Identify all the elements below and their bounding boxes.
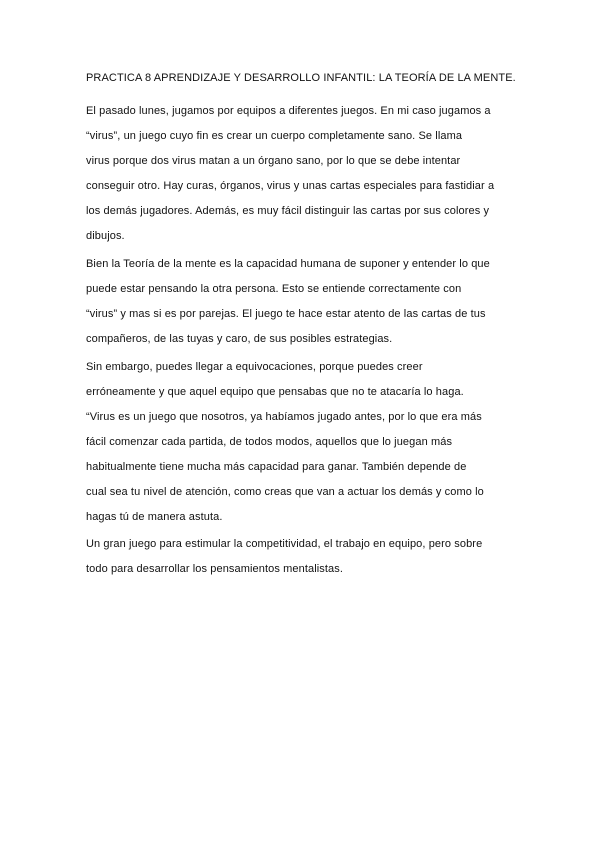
paragraph-line: cual sea tu nivel de atención, como creas que van a actuar los demás y como lo	[86, 486, 484, 498]
paragraph-line: hagas tú de manera astuta.	[86, 511, 223, 523]
paragraph-line: erróneamente y que aquel equipo que pensabas que no te atacaría lo haga.	[86, 386, 464, 398]
paragraph-line: Un gran juego para estimular la competitividad, el trabajo en equipo, pero sobre	[86, 538, 483, 550]
paragraph-conclusion	[86, 537, 526, 587]
paragraph-line: virus porque dos virus matan a un órgano sano, por lo que se debe intentar	[86, 155, 461, 167]
paragraph-line: compañeros, de las tuyas y caro, de sus posibles estrategias.	[86, 333, 393, 345]
paragraph-line: El pasado lunes, jugamos por equipos a diferentes juegos. En mi caso jugamos a	[86, 105, 491, 117]
paragraph-line: dibujos.	[86, 230, 125, 242]
paragraph-line: los demás jugadores. Además, es muy fácil distinguir las cartas por sus colores y	[86, 205, 490, 217]
paragraph-mistakes	[86, 360, 526, 535]
paragraph-line: puede estar pensando la otra persona. Esto se entiende correctamente con	[86, 283, 462, 295]
paragraph-line: habitualmente tiene mucha más capacidad para ganar. También depende de	[86, 461, 467, 473]
paragraph-theory-of-mind	[86, 257, 526, 357]
paragraph-line: fácil comenzar cada partida, de todos modos, aquellos que lo juegan más	[86, 436, 453, 448]
paragraph-line: “virus”, un juego cuyo fin es crear un cuerpo completamente sano. Se llama	[86, 130, 463, 142]
document-title: PRACTICA 8 APRENDIZAJE Y DESARROLLO INFANTIL: LA TEORÍA DE LA MENTE.	[86, 72, 516, 84]
paragraph-line: “virus” y mas si es por parejas. El juego te hace estar atento de las cartas de tus	[86, 308, 486, 320]
paragraph-line: Sin embargo, puedes llegar a equivocaciones, porque puedes creer	[86, 361, 423, 373]
paragraph-line: conseguir otro. Hay curas, órganos, virus y unas cartas especiales para fastidiar a	[86, 180, 495, 192]
paragraph-line: todo para desarrollar los pensamientos mentalistas.	[86, 563, 344, 575]
paragraph-line: “Virus es un juego que nosotros, ya habíamos jugado antes, por lo que era más	[86, 411, 482, 423]
paragraph-virus-game	[86, 104, 526, 254]
paragraph-line: Bien la Teoría de la mente es la capacidad humana de suponer y entender lo que	[86, 258, 490, 270]
